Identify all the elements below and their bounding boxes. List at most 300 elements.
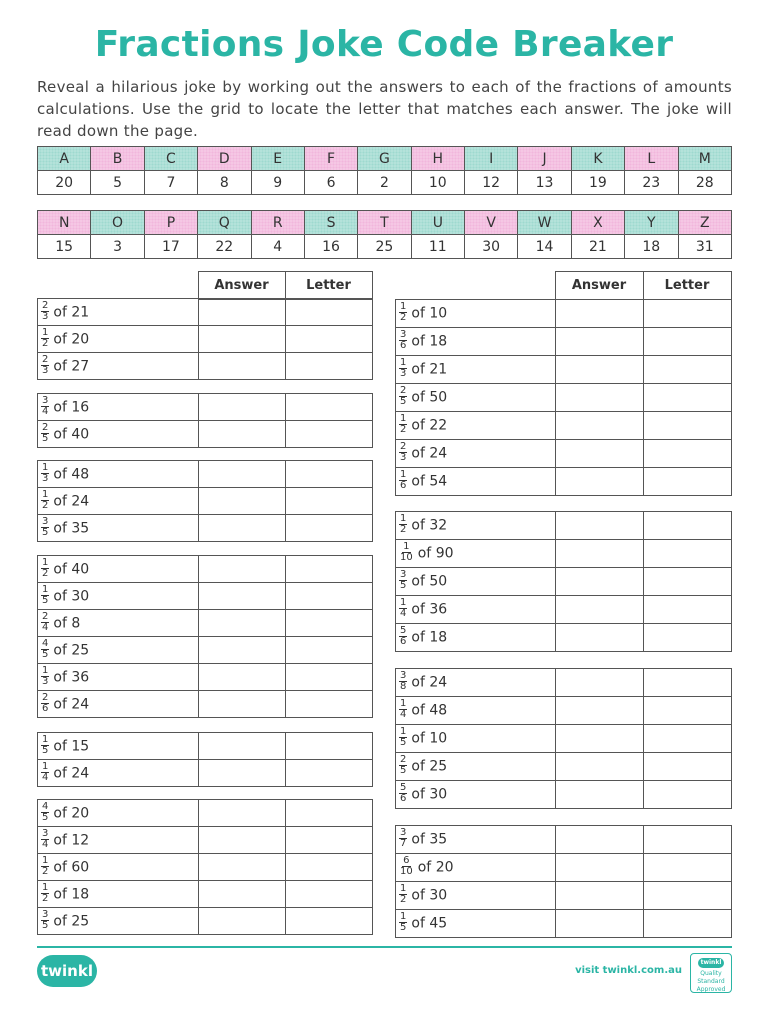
- answer-cell[interactable]: [556, 669, 644, 697]
- code-number-cell: 15: [38, 235, 91, 259]
- answer-cell[interactable]: [556, 328, 644, 356]
- fraction: [399, 358, 407, 379]
- fraction-question: [396, 669, 556, 697]
- answer-cell[interactable]: [199, 421, 286, 448]
- numerator: 1: [42, 664, 49, 676]
- question-row: [396, 384, 732, 412]
- fraction: [399, 912, 407, 933]
- fraction-question: [396, 328, 556, 356]
- answer-cell[interactable]: [556, 540, 644, 568]
- fraction: [41, 735, 49, 756]
- whole-amount: 20: [71, 331, 90, 347]
- numerator: 2: [400, 441, 407, 452]
- code-letter-cell: T: [358, 211, 411, 235]
- letter-cell[interactable]: [644, 440, 732, 468]
- fraction: [41, 396, 49, 417]
- of-word: of: [53, 805, 67, 821]
- fraction-question: [38, 637, 199, 664]
- letter-cell[interactable]: [644, 328, 732, 356]
- numerator: 1: [42, 326, 49, 338]
- letter-cell[interactable]: [286, 664, 373, 691]
- code-letter-cell: M: [678, 147, 732, 171]
- letter-cell[interactable]: [644, 568, 732, 596]
- fraction-question: [38, 908, 199, 935]
- code-letter-cell: R: [251, 211, 304, 235]
- answer-cell[interactable]: [556, 826, 644, 854]
- fraction: [399, 570, 407, 591]
- answer-cell[interactable]: [199, 461, 286, 488]
- code-number-cell: 9: [251, 171, 304, 195]
- code-number-cell: 19: [571, 171, 624, 195]
- letter-cell[interactable]: [286, 488, 373, 515]
- fraction: [41, 301, 49, 322]
- whole-amount: 10: [429, 730, 448, 747]
- code-number-cell: 16: [304, 235, 357, 259]
- code-letter-cell: S: [304, 211, 357, 235]
- answer-header: Answer: [198, 272, 285, 300]
- letter-cell[interactable]: [286, 299, 373, 326]
- fraction: [41, 856, 49, 877]
- page-title: Fractions Joke Code Breaker: [94, 24, 674, 65]
- whole-amount: 50: [429, 573, 448, 590]
- question-row: [396, 781, 732, 809]
- fraction: [41, 558, 49, 579]
- of-word: of: [411, 361, 425, 378]
- answer-cell[interactable]: [199, 326, 286, 353]
- question-group: [37, 298, 373, 380]
- letter-cell[interactable]: [644, 854, 732, 882]
- numerator: 1: [400, 726, 407, 737]
- denominator: 3: [42, 675, 49, 687]
- of-word: of: [53, 913, 67, 929]
- fraction-question: [396, 781, 556, 809]
- letter-cell[interactable]: [644, 512, 732, 540]
- of-word: of: [411, 473, 425, 490]
- fraction-question: [396, 596, 556, 624]
- answer-cell[interactable]: [199, 854, 286, 881]
- answer-cell[interactable]: [199, 583, 286, 610]
- of-word: of: [53, 832, 67, 848]
- denominator: 5: [42, 919, 49, 931]
- code-number-cell: 21: [571, 235, 624, 259]
- question-row: [396, 568, 732, 596]
- code-number-cell: 25: [358, 235, 411, 259]
- of-word: of: [411, 573, 425, 590]
- letter-cell[interactable]: [286, 515, 373, 542]
- answer-cell[interactable]: [556, 412, 644, 440]
- letter-cell[interactable]: [644, 412, 732, 440]
- fraction: [41, 666, 49, 687]
- twinkl-logo: twinkl: [37, 955, 97, 987]
- denominator: 4: [42, 405, 49, 417]
- letter-cell[interactable]: [644, 781, 732, 809]
- question-group: [395, 511, 732, 652]
- fraction: [41, 585, 49, 606]
- fraction: [399, 470, 407, 491]
- denominator: 6: [400, 480, 407, 491]
- letter-cell[interactable]: [644, 669, 732, 697]
- fraction-question: [38, 760, 199, 787]
- answer-cell[interactable]: [556, 356, 644, 384]
- code-number-cell: 7: [144, 171, 197, 195]
- fraction: [41, 829, 49, 850]
- numerator: 3: [400, 569, 407, 580]
- fraction: [41, 910, 49, 931]
- fraction: [399, 302, 407, 323]
- answer-cell[interactable]: [556, 440, 644, 468]
- fraction-question: [396, 826, 556, 854]
- of-word: of: [411, 445, 425, 462]
- numerator: 5: [400, 625, 407, 636]
- of-word: of: [411, 786, 425, 803]
- letter-cell[interactable]: [286, 556, 373, 583]
- code-letter-cell: E: [251, 147, 304, 171]
- answer-cell[interactable]: [556, 697, 644, 725]
- denominator: 2: [400, 524, 407, 535]
- question-row: [38, 461, 373, 488]
- question-group: [37, 732, 373, 787]
- question-row: [396, 440, 732, 468]
- code-letter-cell: D: [198, 147, 251, 171]
- numerator: 1: [400, 513, 407, 524]
- denominator: 4: [400, 608, 407, 619]
- denominator: 4: [42, 838, 49, 850]
- denominator: 6: [400, 340, 407, 351]
- question-group: [395, 299, 732, 496]
- of-word: of: [411, 305, 425, 322]
- denominator: 2: [400, 312, 407, 323]
- fraction-question: [396, 356, 556, 384]
- letter-cell[interactable]: [644, 384, 732, 412]
- code-number-cell: 30: [465, 235, 518, 259]
- fraction-question: [38, 326, 199, 353]
- fraction: [399, 386, 407, 407]
- whole-amount: 8: [71, 615, 81, 631]
- letter-cell[interactable]: [286, 881, 373, 908]
- whole-amount: 15: [71, 738, 90, 754]
- answer-cell[interactable]: [199, 733, 286, 760]
- answer-cell[interactable]: [556, 854, 644, 882]
- letter-cell[interactable]: [286, 461, 373, 488]
- answer-cell[interactable]: [199, 610, 286, 637]
- website-link[interactable]: visit twinkl.com.au: [575, 965, 682, 976]
- answer-cell[interactable]: [556, 568, 644, 596]
- code-number-cell: 12: [465, 171, 518, 195]
- code-letter-cell: F: [304, 147, 357, 171]
- code-letter-cell: H: [411, 147, 464, 171]
- badge-text: Quality Standard Approved: [696, 970, 726, 993]
- letter-cell[interactable]: [644, 697, 732, 725]
- of-word: of: [411, 629, 425, 646]
- whole-amount: 24: [71, 493, 90, 509]
- answer-cell[interactable]: [556, 725, 644, 753]
- answer-cell[interactable]: [199, 299, 286, 326]
- numerator: 1: [42, 733, 49, 745]
- letter-cell[interactable]: [286, 610, 373, 637]
- question-row: [396, 725, 732, 753]
- fraction-question: [396, 300, 556, 328]
- fraction-question: [396, 468, 556, 496]
- denominator: 5: [42, 432, 49, 444]
- answer-cell[interactable]: [199, 760, 286, 787]
- answer-cell[interactable]: [199, 515, 286, 542]
- of-word: of: [411, 333, 425, 350]
- denominator: 2: [42, 499, 49, 511]
- numerator: 1: [42, 881, 49, 893]
- fraction: [41, 517, 49, 538]
- numerator: 1: [42, 760, 49, 772]
- whole-amount: 90: [435, 545, 454, 562]
- answer-cell[interactable]: [199, 881, 286, 908]
- of-word: of: [53, 738, 67, 754]
- fraction-question: [38, 854, 199, 881]
- denominator: 5: [400, 922, 407, 933]
- denominator: 6: [400, 793, 407, 804]
- fraction-question: [38, 881, 199, 908]
- of-word: of: [53, 561, 67, 577]
- code-number-cell: 23: [625, 171, 678, 195]
- denominator: 7: [400, 838, 407, 849]
- question-row: [396, 300, 732, 328]
- whole-amount: 20: [71, 805, 90, 821]
- whole-amount: 22: [429, 417, 448, 434]
- fraction: [399, 626, 407, 647]
- question-row: [38, 664, 373, 691]
- numerator: 3: [400, 329, 407, 340]
- fraction: [399, 828, 407, 849]
- code-letter-cell: Z: [678, 211, 732, 235]
- letter-cell[interactable]: [644, 596, 732, 624]
- of-word: of: [411, 601, 425, 618]
- of-word: of: [53, 331, 67, 347]
- fraction: [41, 802, 49, 823]
- question-group: [37, 460, 373, 542]
- fraction-question: [396, 624, 556, 652]
- numerator: 2: [42, 610, 49, 622]
- question-row: [38, 515, 373, 542]
- fraction-question: [38, 461, 199, 488]
- denominator: 5: [400, 580, 407, 591]
- whole-amount: 20: [435, 859, 454, 876]
- letter-cell[interactable]: [286, 637, 373, 664]
- answer-cell[interactable]: [556, 512, 644, 540]
- fraction-question: [396, 384, 556, 412]
- question-row: [38, 800, 373, 827]
- code-letter-cell: U: [411, 211, 464, 235]
- numerator: 3: [42, 908, 49, 920]
- answer-cell[interactable]: [556, 596, 644, 624]
- question-group: [37, 393, 373, 448]
- code-letter-cell: N: [38, 211, 91, 235]
- fraction: [399, 598, 407, 619]
- letter-cell[interactable]: [644, 624, 732, 652]
- letter-cell[interactable]: [286, 908, 373, 935]
- letter-cell[interactable]: [644, 910, 732, 938]
- numerator: 1: [400, 357, 407, 368]
- answer-cell[interactable]: [556, 910, 644, 938]
- whole-amount: 24: [71, 765, 90, 781]
- numerator: 2: [42, 299, 49, 311]
- letter-cell[interactable]: [286, 353, 373, 380]
- question-row: [38, 421, 373, 448]
- answer-cell[interactable]: [556, 753, 644, 781]
- code-letter-cell: K: [571, 147, 624, 171]
- whole-amount: 35: [429, 831, 448, 848]
- fraction-question: [38, 394, 199, 421]
- whole-amount: 35: [71, 520, 90, 536]
- denominator: 5: [42, 811, 49, 823]
- numerator: 1: [42, 488, 49, 500]
- fraction: [399, 783, 407, 804]
- question-row: [396, 753, 732, 781]
- question-row: [396, 697, 732, 725]
- fraction-question: [38, 827, 199, 854]
- letter-cell[interactable]: [286, 800, 373, 827]
- whole-amount: 21: [71, 304, 90, 320]
- fraction-question: [396, 568, 556, 596]
- code-number-cell: 4: [251, 235, 304, 259]
- answer-cell[interactable]: [199, 488, 286, 515]
- denominator: 3: [42, 364, 49, 376]
- answer-cell[interactable]: [199, 394, 286, 421]
- of-word: of: [417, 545, 432, 562]
- whole-amount: 18: [429, 629, 448, 646]
- numerator: 3: [400, 827, 407, 838]
- code-grid-a-to-m: [37, 146, 732, 195]
- of-word: of: [53, 642, 67, 658]
- letter-cell[interactable]: [644, 468, 732, 496]
- of-word: of: [411, 887, 425, 904]
- code-letter-cell: Q: [198, 211, 251, 235]
- fraction-question: [38, 299, 199, 326]
- denominator: 10: [400, 866, 413, 877]
- letter-cell[interactable]: [286, 733, 373, 760]
- question-row: [38, 881, 373, 908]
- numerator: 1: [400, 469, 407, 480]
- question-group: [395, 668, 732, 809]
- letter-cell[interactable]: [286, 583, 373, 610]
- question-row: [396, 512, 732, 540]
- whole-amount: 45: [429, 915, 448, 932]
- answer-cell[interactable]: [199, 827, 286, 854]
- answer-cell[interactable]: [556, 882, 644, 910]
- fraction-question: [38, 556, 199, 583]
- answer-cell[interactable]: [556, 384, 644, 412]
- answer-cell[interactable]: [199, 556, 286, 583]
- fraction: [41, 762, 49, 783]
- code-letter-cell: O: [91, 211, 144, 235]
- fraction: [399, 884, 407, 905]
- numerator: 1: [42, 461, 49, 473]
- code-number-cell: 8: [198, 171, 251, 195]
- code-letter-cell: V: [465, 211, 518, 235]
- fraction: [399, 442, 407, 463]
- answer-cell[interactable]: [199, 637, 286, 664]
- whole-amount: 24: [71, 696, 90, 712]
- code-number-cell: 13: [518, 171, 571, 195]
- letter-cell[interactable]: [644, 540, 732, 568]
- whole-amount: 48: [429, 702, 448, 719]
- code-number-cell: 28: [678, 171, 732, 195]
- answer-cell[interactable]: [199, 691, 286, 718]
- fraction: [399, 727, 407, 748]
- of-word: of: [53, 304, 67, 320]
- question-row: [38, 691, 373, 718]
- fraction-question: [38, 583, 199, 610]
- question-row: [396, 826, 732, 854]
- letter-cell[interactable]: [644, 725, 732, 753]
- numerator: 4: [42, 800, 49, 812]
- letter-cell[interactable]: [286, 394, 373, 421]
- footer-divider: [37, 946, 732, 948]
- answer-cell[interactable]: [199, 353, 286, 380]
- letter-cell[interactable]: [286, 326, 373, 353]
- letter-cell[interactable]: [286, 421, 373, 448]
- letter-cell[interactable]: [644, 826, 732, 854]
- letter-cell[interactable]: [286, 760, 373, 787]
- answer-cell[interactable]: [556, 624, 644, 652]
- numerator: 2: [400, 385, 407, 396]
- of-word: of: [53, 520, 67, 536]
- fraction: [399, 699, 407, 720]
- letter-cell[interactable]: [644, 300, 732, 328]
- letter-cell[interactable]: [286, 854, 373, 881]
- letter-cell[interactable]: [644, 753, 732, 781]
- denominator: 8: [400, 681, 407, 692]
- code-number-cell: 22: [198, 235, 251, 259]
- whole-amount: 30: [71, 588, 90, 604]
- denominator: 2: [400, 424, 407, 435]
- letter-cell[interactable]: [286, 691, 373, 718]
- whole-amount: 40: [71, 561, 90, 577]
- of-word: of: [417, 859, 432, 876]
- whole-amount: 36: [429, 601, 448, 618]
- numerator: 3: [400, 670, 407, 681]
- question-group: [395, 825, 732, 938]
- of-word: of: [53, 466, 67, 482]
- numerator: 1: [42, 556, 49, 568]
- answer-cell[interactable]: [556, 468, 644, 496]
- answer-cell[interactable]: [199, 800, 286, 827]
- letter-cell[interactable]: [644, 882, 732, 910]
- fraction: [399, 414, 407, 435]
- whole-amount: 40: [71, 426, 90, 442]
- answer-cell[interactable]: [199, 664, 286, 691]
- numerator: 1: [42, 583, 49, 595]
- question-row: [396, 596, 732, 624]
- question-row: [38, 854, 373, 881]
- of-word: of: [411, 417, 425, 434]
- letter-cell[interactable]: [286, 827, 373, 854]
- numerator: 1: [400, 698, 407, 709]
- answer-cell[interactable]: [556, 300, 644, 328]
- of-word: of: [53, 426, 67, 442]
- letter-cell[interactable]: [644, 356, 732, 384]
- code-letter-cell: L: [625, 147, 678, 171]
- fraction-question: [38, 353, 199, 380]
- denominator: 6: [42, 702, 49, 714]
- code-number-cell: 14: [518, 235, 571, 259]
- answer-cell[interactable]: [556, 781, 644, 809]
- letter-header: Letter: [643, 272, 731, 300]
- question-row: [396, 854, 732, 882]
- code-number-cell: 2: [358, 171, 411, 195]
- fraction: [399, 671, 407, 692]
- denominator: 4: [42, 771, 49, 783]
- code-letter-cell: W: [518, 211, 571, 235]
- answer-cell[interactable]: [199, 908, 286, 935]
- left-column-header: [37, 271, 373, 300]
